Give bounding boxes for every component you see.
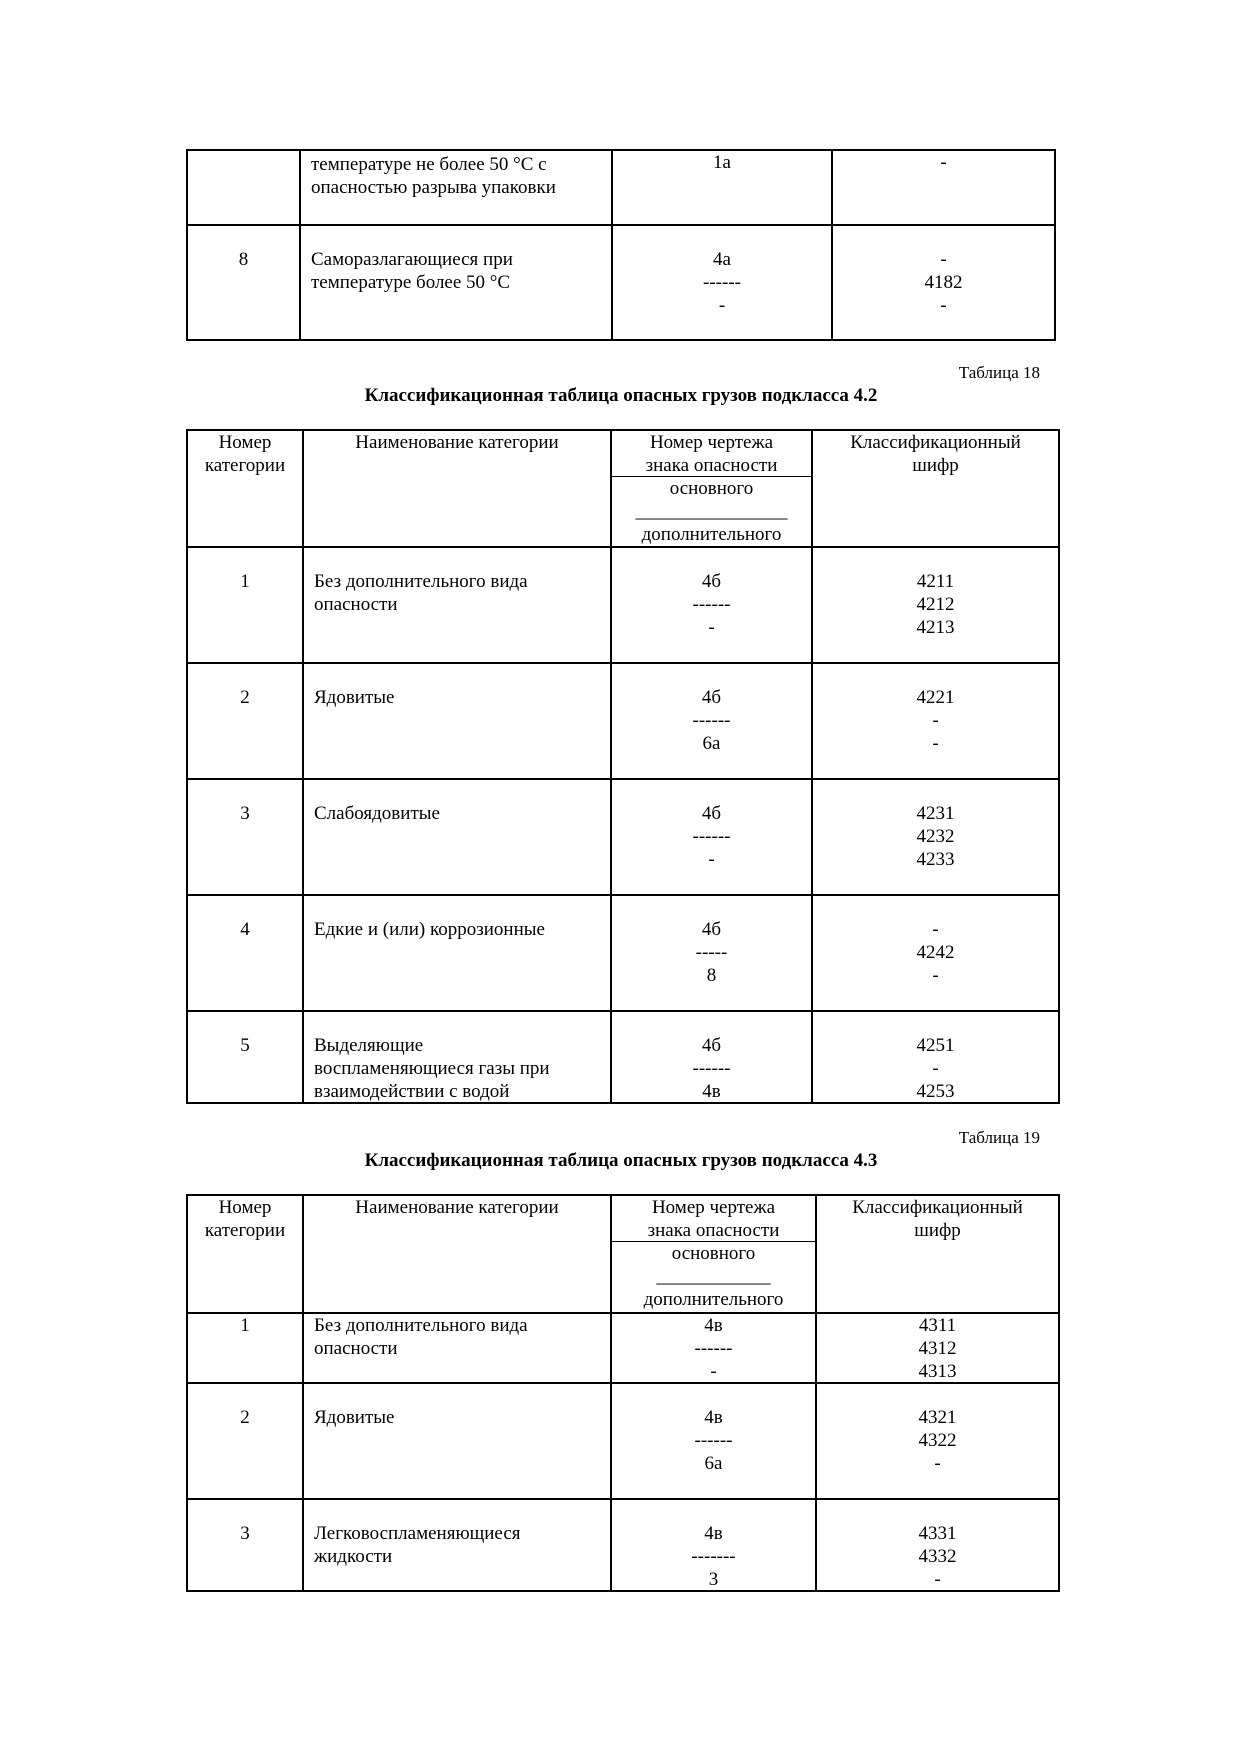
text-line: 4в — [702, 1081, 721, 1102]
sign-number — [612, 570, 811, 639]
table-caption: Классификационная таблица опасных грузов подкласса 4.3 — [364, 1150, 878, 1171]
text-line: - — [932, 710, 939, 731]
text-line: 6а — [704, 1453, 723, 1474]
text-line: - — [934, 1453, 941, 1474]
text-line: - — [710, 1361, 717, 1382]
text-line: 4331 — [918, 1523, 957, 1544]
text-line: 4253 — [916, 1081, 955, 1102]
category-name — [314, 802, 600, 825]
category-number: 2 — [240, 687, 250, 708]
rule — [186, 1498, 1060, 1500]
rule — [302, 429, 304, 1104]
header-category-number — [188, 431, 302, 477]
sign-number — [612, 1522, 815, 1591]
header-category-name — [304, 431, 610, 454]
text-line: ------ — [692, 1058, 731, 1079]
rule — [186, 894, 1060, 896]
text-line: Выделяющие — [314, 1035, 424, 1056]
classification-code — [817, 1406, 1058, 1475]
text-line: жидкости — [314, 1546, 393, 1567]
text-line: 4б — [701, 803, 722, 824]
text-line: шифр — [914, 1220, 961, 1241]
text-line: - — [718, 295, 726, 316]
text-line: ------ — [694, 1430, 733, 1451]
header-sign-number — [612, 1196, 815, 1242]
category-name — [314, 686, 600, 709]
text-line: 4332 — [918, 1546, 957, 1567]
text-line: шифр — [912, 455, 959, 476]
text-line: Номер чертежа — [649, 432, 774, 453]
category-name — [314, 1406, 600, 1429]
text-line: Наименование категории — [355, 1197, 559, 1218]
text-line: - — [940, 152, 947, 173]
text-line: 4231 — [916, 803, 955, 824]
classification-code — [833, 248, 1054, 317]
text-line: Номер чертежа — [651, 1197, 776, 1218]
text-line: 4311 — [918, 1315, 957, 1336]
text-line: 3 — [708, 1569, 719, 1590]
text-line: 4322 — [918, 1430, 957, 1451]
category-number: 5 — [240, 1035, 250, 1056]
text-line: ----- — [695, 942, 728, 963]
text-line: Наименование категории — [355, 432, 559, 453]
text-line: 4б — [701, 919, 722, 940]
header-sign-subheader — [612, 477, 811, 546]
text-line: знака опасности — [645, 455, 778, 476]
text-line: 1а — [713, 152, 731, 173]
text-line: - — [708, 617, 715, 638]
classification-code — [813, 686, 1058, 755]
category-name — [314, 1314, 600, 1360]
text-line: Слабоядовитые — [314, 803, 440, 824]
classification-code — [813, 570, 1058, 639]
rule — [1058, 429, 1060, 1104]
classification-code — [833, 151, 1054, 174]
sign-number — [613, 248, 831, 317]
text-line: 4312 — [918, 1338, 957, 1359]
text-line: - — [940, 249, 947, 270]
sign-number — [612, 1406, 815, 1475]
category-number: 1 — [240, 571, 250, 592]
text-line: температуре не более 50 °C с — [311, 154, 547, 175]
text-line: 4212 — [916, 594, 955, 615]
classification-code — [813, 918, 1058, 987]
rule — [186, 224, 1056, 226]
text-line: 4213 — [916, 617, 955, 638]
classification-code — [817, 1314, 1058, 1383]
text-line: взаимодействии с водой — [314, 1081, 510, 1102]
text-line: Без дополнительного вида — [314, 571, 528, 592]
text-line: ------ — [703, 272, 741, 293]
text-line: Без дополнительного вида — [314, 1315, 528, 1336]
header-classification-code — [817, 1196, 1058, 1242]
text-line: температуре более 50 °C — [311, 272, 511, 293]
header-classification-code — [813, 431, 1058, 477]
text-line: ------ — [692, 826, 731, 847]
classification-code — [813, 802, 1058, 871]
text-line: Саморазлагающиеся при — [311, 249, 513, 270]
text-line: ------- — [691, 1546, 736, 1567]
text-line: 4242 — [916, 942, 955, 963]
classification-code — [817, 1522, 1058, 1591]
table-caption: Классификационная таблица опасных грузов подкласса 4.2 — [364, 385, 878, 406]
header-category-number — [188, 1196, 302, 1242]
rule — [186, 1010, 1060, 1012]
text-line: - — [934, 1569, 941, 1590]
text-line: опасностью разрыва упаковки — [311, 177, 556, 198]
sign-number — [612, 686, 811, 755]
text-line: дополнительного — [643, 1289, 784, 1310]
rule — [186, 339, 1056, 341]
text-line: 4182 — [924, 272, 963, 293]
category-number: 3 — [240, 803, 250, 824]
category-name — [314, 1522, 600, 1568]
text-line: ------ — [692, 594, 731, 615]
sign-number — [612, 918, 811, 987]
category-number: 1 — [240, 1315, 250, 1336]
text-line: 4б — [701, 687, 722, 708]
text-line: ________________ — [635, 501, 788, 522]
rule — [186, 149, 188, 341]
rule — [299, 149, 301, 341]
sign-number — [612, 1314, 815, 1383]
rule — [186, 778, 1060, 780]
category-name — [314, 1034, 600, 1103]
category-number: 4 — [240, 919, 250, 940]
text-line: опасности — [314, 1338, 398, 1359]
text-line: Ядовитые — [314, 1407, 395, 1428]
rule — [302, 1194, 304, 1592]
text-line: - — [932, 733, 939, 754]
text-line: - — [940, 295, 947, 316]
text-line: Легковоспламеняющиеся — [314, 1523, 521, 1544]
text-line: 4в — [704, 1407, 723, 1428]
text-line: категории — [204, 1220, 286, 1241]
sign-number — [612, 802, 811, 871]
rule — [186, 662, 1060, 664]
text-line: основного — [669, 478, 754, 499]
text-line: ------ — [692, 710, 731, 731]
rule — [1058, 1194, 1060, 1592]
text-line: 8 — [706, 965, 717, 986]
category-name — [314, 918, 600, 941]
category-name — [314, 570, 600, 616]
text-line: 4б — [701, 1035, 722, 1056]
header-sign-subheader — [612, 1242, 815, 1311]
category-number: 2 — [240, 1407, 250, 1428]
text-line: знака опасности — [647, 1220, 780, 1241]
table-number-label: Таблица 19 — [958, 1128, 1040, 1147]
sign-number — [612, 1034, 811, 1103]
text-line: - — [932, 965, 939, 986]
text-line: 4б — [701, 571, 722, 592]
text-line: Номер — [218, 432, 272, 453]
text-line: 4211 — [916, 571, 955, 592]
rule — [186, 429, 188, 1104]
text-line: опасности — [314, 594, 398, 615]
text-line: Номер — [218, 1197, 272, 1218]
text-line: Классификационный — [850, 432, 1021, 453]
text-line: 4221 — [916, 687, 955, 708]
text-line: 4251 — [916, 1035, 955, 1056]
text-line: Едкие и (или) коррозионные — [314, 919, 545, 940]
sign-number — [613, 151, 831, 174]
text-line: 4в — [704, 1315, 723, 1336]
text-line: 4232 — [916, 826, 955, 847]
text-line: 4321 — [918, 1407, 957, 1428]
rule — [811, 429, 813, 1104]
text-line: 4233 — [916, 849, 955, 870]
category-number: 8 — [238, 249, 249, 270]
category-name — [311, 153, 601, 199]
text-line: воспламеняющиеся газы при — [314, 1058, 550, 1079]
text-line: 6а — [702, 733, 721, 754]
category-number: 3 — [240, 1523, 250, 1544]
rule — [1054, 149, 1056, 341]
text-line: - — [708, 849, 715, 870]
text-line: ------ — [694, 1338, 733, 1359]
table-number-label: Таблица 18 — [958, 363, 1040, 382]
header-sign-number — [612, 431, 811, 477]
text-line: ____________ — [656, 1266, 771, 1287]
text-line: Классификационный — [852, 1197, 1023, 1218]
text-line: - — [932, 1058, 939, 1079]
text-line: Ядовитые — [314, 687, 395, 708]
text-line: 4а — [713, 249, 731, 270]
text-line: категории — [204, 455, 286, 476]
header-category-name — [304, 1196, 610, 1219]
text-line: - — [932, 919, 939, 940]
classification-code — [813, 1034, 1058, 1103]
rule — [186, 546, 1060, 548]
text-line: основного — [671, 1243, 756, 1264]
category-name — [311, 248, 601, 294]
text-line: 4в — [704, 1523, 723, 1544]
text-line: дополнительного — [641, 524, 782, 545]
text-line: 4313 — [918, 1361, 957, 1382]
